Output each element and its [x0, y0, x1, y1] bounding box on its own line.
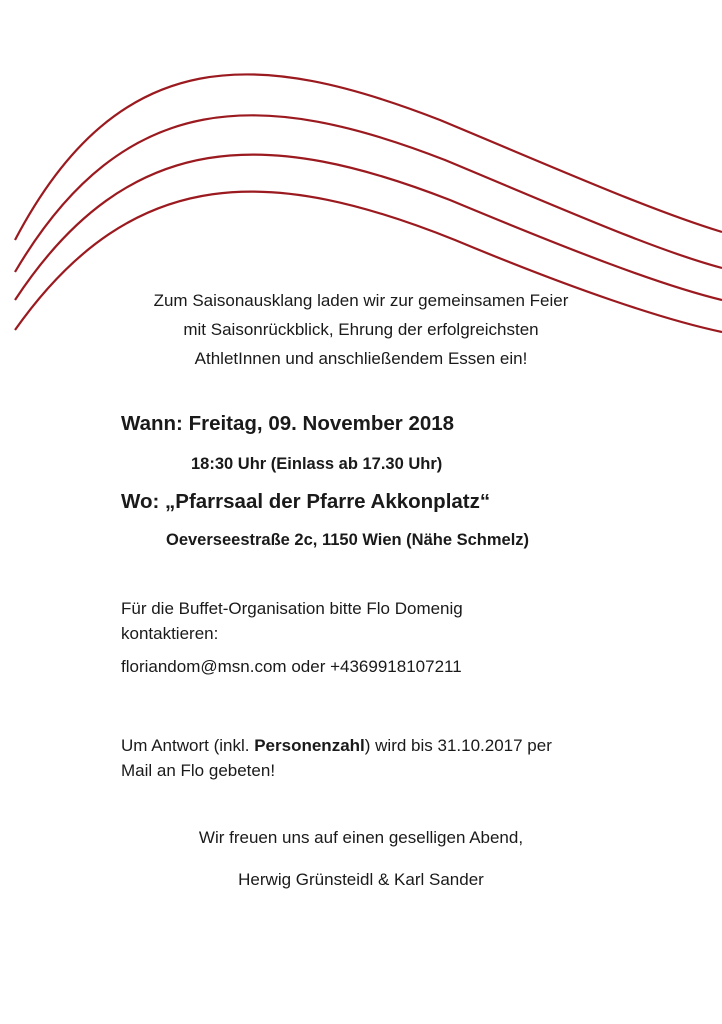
intro-line-2: mit Saisonrückblick, Ehrung der erfolgreichsten	[183, 320, 539, 339]
buffet-line-1: Für die Buffet-Organisation bitte Flo Domenig	[121, 599, 463, 618]
when-label: Wann:	[121, 412, 183, 435]
reply-request	[121, 733, 641, 783]
contact-line	[121, 657, 462, 677]
intro-text	[100, 286, 622, 373]
intro-line-1: Zum Saisonausklang laden wir zur gemeinsamen Feier	[153, 291, 569, 310]
contact-email: floriandom@msn.com	[121, 657, 287, 676]
closing-text: Wir freuen uns auf einen geselligen Abend,	[198, 828, 524, 847]
reply-suffix: ) wird bis 31.10.2017 per	[364, 736, 552, 755]
where-label: Wo:	[121, 490, 160, 513]
reply-line-1	[121, 733, 641, 758]
signature: Herwig Grünsteidl & Karl Sander	[238, 870, 484, 889]
event-address: Oeverseestraße 2c, 1150 Wien (Nähe Schmelz)	[166, 531, 530, 549]
reply-prefix: Um Antwort (inkl.	[121, 736, 250, 755]
buffet-info	[121, 596, 463, 646]
event-location	[121, 490, 490, 514]
event-date	[121, 412, 454, 436]
reply-bold: Personenzahl	[254, 736, 365, 755]
where-value: „Pfarrsaal der Pfarre Akkonplatz“	[165, 490, 491, 513]
when-value: Freitag, 09. November 2018	[188, 412, 455, 435]
reply-line-2: Mail an Flo gebeten!	[121, 761, 276, 780]
contact-phone: +4369918107211	[330, 657, 462, 676]
intro-line-3: AthletInnen und anschließendem Essen ein!	[194, 349, 528, 368]
contact-separator: oder	[291, 657, 326, 676]
buffet-line-2: kontaktieren:	[121, 624, 219, 643]
event-time: 18:30 Uhr (Einlass ab 17.30 Uhr)	[191, 455, 443, 473]
curve-line-1	[15, 74, 722, 240]
